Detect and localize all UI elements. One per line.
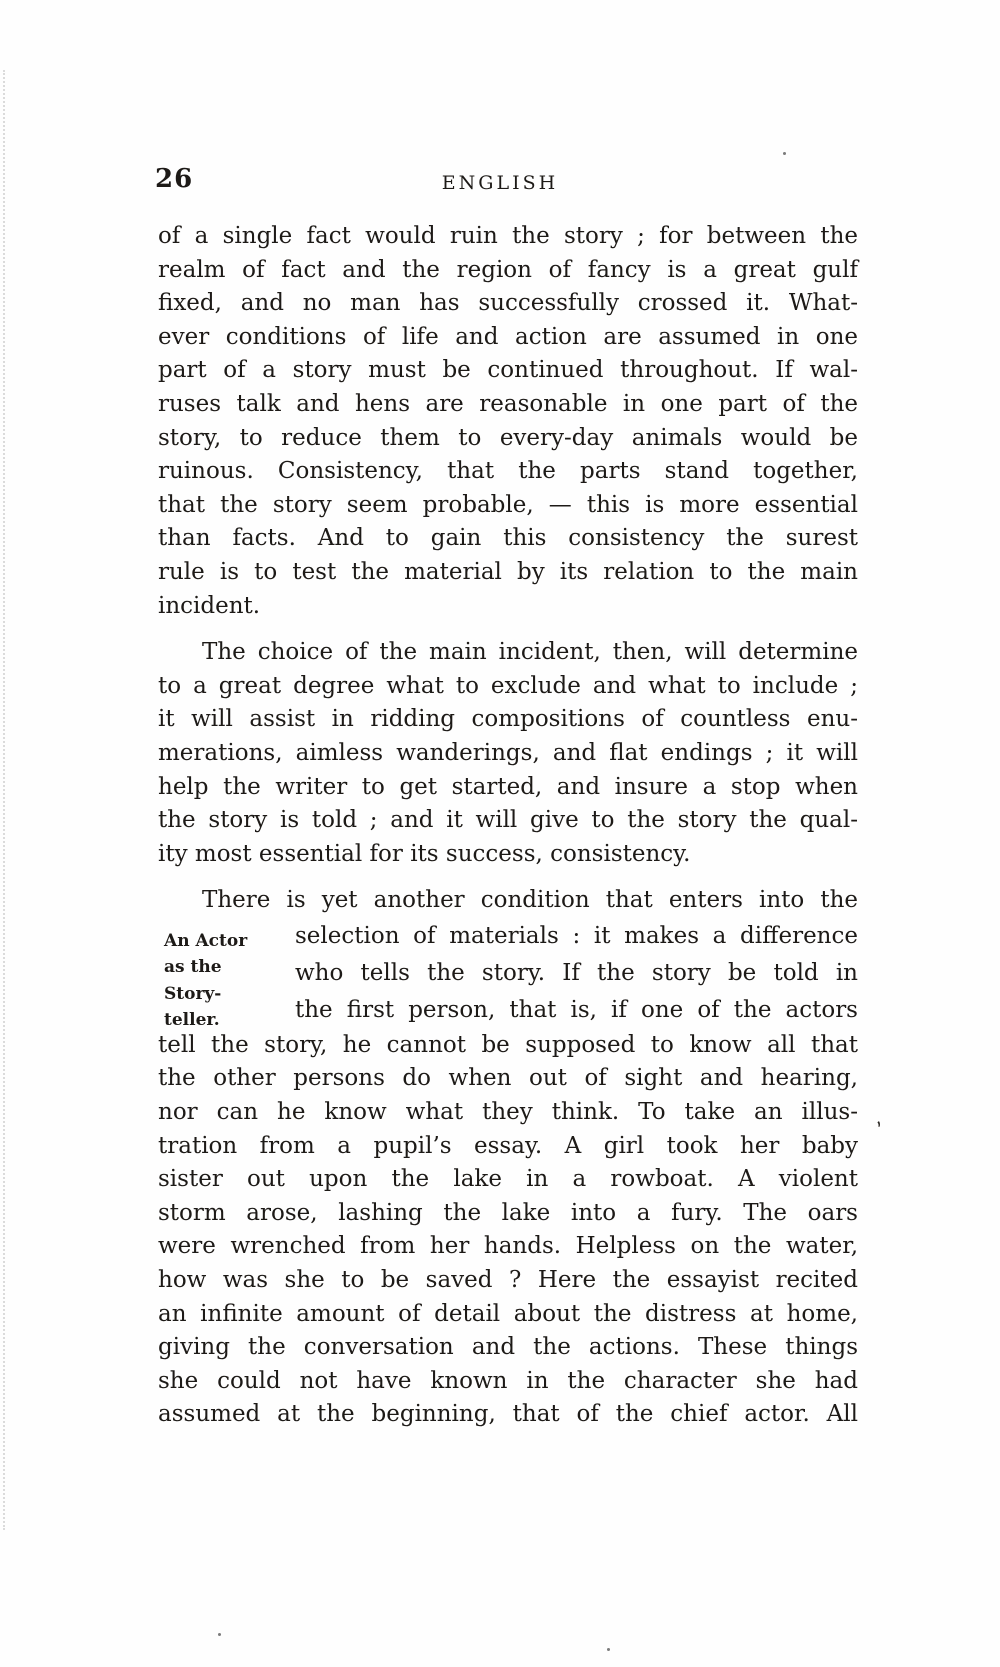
text-line: who tells the story. If the story be told in xyxy=(295,959,858,986)
text-line: ever conditions of life and action are assumed in one xyxy=(158,323,858,350)
text-line: story, to reduce them to every-day animals would be xyxy=(158,424,858,451)
text-line: of a single fact would ruin the story ; for between the xyxy=(158,223,858,249)
text-line: the story is told ; and it will give to the story the qual- xyxy=(158,807,858,834)
margin-note-line: as the xyxy=(164,957,222,978)
text-line: were wrenched from her hands. Helpless on the water, xyxy=(158,1233,858,1260)
ink-blot-artifact: , xyxy=(865,1106,885,1130)
text-line: than facts. And to gain this consistency the surest xyxy=(158,525,858,552)
text-line: it will assist in ridding compositions of countless enu- xyxy=(158,706,858,733)
margin-note-line: Story- xyxy=(164,983,222,1004)
text-line: realm of fact and the region of fancy is a great gulf xyxy=(158,256,858,283)
margin-note xyxy=(164,928,289,1034)
text-line: incident. xyxy=(158,592,261,619)
text-line: tration from a pupil’s essay. A girl took her baby xyxy=(158,1132,858,1159)
text-line: help the writer to get started, and insure a stop when xyxy=(158,773,858,800)
text-line: giving the conversation and the actions. These things xyxy=(158,1334,858,1361)
scan-edge-dotted-line xyxy=(3,70,5,1530)
text-line: that the story seem probable, — this is more essential xyxy=(158,491,858,518)
page-number: 26 xyxy=(155,164,194,194)
text-line: ruses talk and hens are reasonable in one part of the xyxy=(158,390,858,417)
text-line: The choice of the main incident, then, will determine xyxy=(202,639,858,666)
text-line: storm arose, lashing the lake into a fury. The oars xyxy=(158,1199,858,1226)
text-line: There is yet another condition that enters into the xyxy=(202,887,858,914)
paragraph-2 xyxy=(158,636,858,871)
margin-note-section xyxy=(158,918,858,1029)
text-line: ruinous. Consistency, that the parts stand together, xyxy=(158,458,858,485)
scan-speck xyxy=(607,1648,610,1651)
paragraph-3 xyxy=(158,884,858,1432)
text-line: to a great degree what to exclude and what to include ; xyxy=(158,672,858,699)
text-line: sister out upon the lake in a rowboat. A violent xyxy=(158,1166,858,1193)
running-header: ENGLISH xyxy=(441,172,559,194)
text-line: assumed at the beginning, that of the chief actor. All xyxy=(158,1401,858,1428)
text-line: the other persons do when out of sight and hearing, xyxy=(158,1065,858,1092)
text-line: the first person, that is, if one of the actors xyxy=(295,996,858,1023)
text-line: selection of materials : it makes a difference xyxy=(295,922,858,949)
scan-speck xyxy=(218,1633,221,1636)
margin-note-line: An Actor xyxy=(164,930,248,951)
text-line: rule is to test the material by its relation to the main xyxy=(158,558,858,585)
text-line: nor can he know what they think. To take an illus- xyxy=(158,1099,858,1126)
text-line: fixed, and no man has successfully crossed it. What- xyxy=(158,290,858,317)
margin-note-line: teller. xyxy=(164,1010,220,1031)
text-line: part of a story must be continued throughout. If wal- xyxy=(158,357,858,384)
text-line: ity most essential for its success, consistency. xyxy=(158,840,691,867)
text-line: tell the story, he cannot be supposed to know all that xyxy=(158,1031,858,1058)
text-line: an infinite amount of detail about the distress at home, xyxy=(158,1300,858,1327)
text-line: merations, aimless wanderings, and flat endings ; it will xyxy=(158,739,858,766)
text-line: she could not have known in the character she had xyxy=(158,1367,858,1394)
scan-speck xyxy=(783,152,786,155)
body-text xyxy=(158,220,858,1432)
text-line: how was she to be saved ? Here the essayist recited xyxy=(158,1267,858,1294)
paragraph-1 xyxy=(158,220,858,623)
